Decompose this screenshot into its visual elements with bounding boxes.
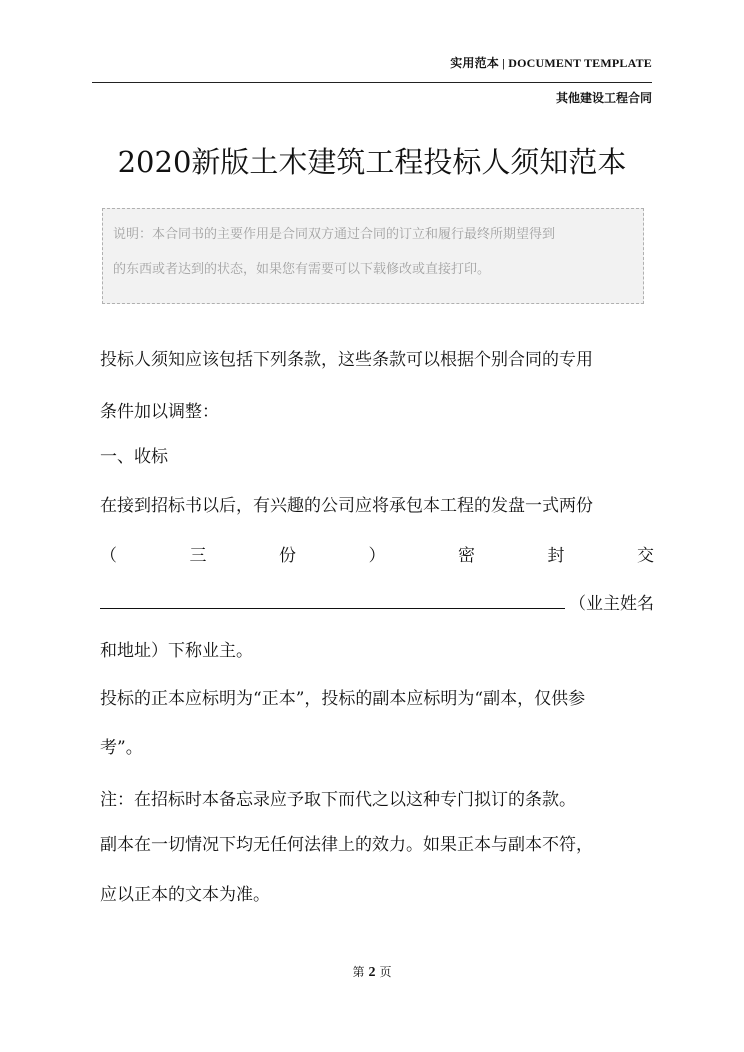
- spread-char: 密: [458, 546, 475, 566]
- fill-in-blank: [100, 588, 565, 609]
- header-divider: [92, 82, 652, 83]
- paragraph-1-line-1: 投标人须知应该包括下列条款，这些条款可以根据个别合同的专用: [100, 350, 593, 370]
- page-suffix: 页: [379, 965, 392, 979]
- page-number: [0, 963, 744, 981]
- owner-name-label: （业主姓名: [569, 594, 654, 614]
- header-category: 其他建设工程合同: [555, 91, 652, 105]
- spread-char: 封: [547, 546, 565, 566]
- paragraph-3-line-1: 投标的正本应标明为“正本”，投标的副本应标明为“副本，仅供参: [100, 689, 586, 709]
- document-title: 2020新版土木建筑工程投标人须知范本: [117, 145, 627, 179]
- spread-char: 交: [637, 546, 654, 566]
- header-template-label: 实用范本 | DOCUMENT TEMPLATE: [450, 56, 652, 70]
- spread-char: ）: [368, 546, 386, 566]
- paragraph-5-line-1: 副本在一切情况下均无任何法律上的效力。如果正本与副本不符，: [100, 835, 593, 855]
- note-line-2: 的东西或者达到的状态，如果您有需要可以下载修改或直接打印。: [113, 262, 491, 277]
- note-box: [102, 208, 644, 304]
- page-number-value: 2: [368, 965, 376, 980]
- paragraph-1-line-2: 条件加以调整：: [100, 402, 219, 422]
- paragraph-2-line-4: 和地址）下称业主。: [100, 641, 253, 661]
- paragraph-2-spread-line: [100, 541, 654, 566]
- spread-char: 三: [189, 546, 207, 566]
- page-prefix: 第: [352, 965, 365, 979]
- note-line-1: 说明：本合同书的主要作用是合同双方通过合同的订立和履行最终所期望得到: [113, 227, 556, 242]
- paragraph-3-line-2: 考”。: [100, 738, 143, 758]
- paragraph-5-line-2: 应以正本的文本为准。: [100, 885, 270, 905]
- spread-char: （: [100, 546, 117, 566]
- paragraph-2-line-1: 在接到招标书以后，有兴趣的公司应将承包本工程的发盘一式两份: [100, 496, 593, 516]
- owner-name-blank-line: [100, 588, 654, 614]
- paragraph-4-note: 注：在招标时本备忘录应予取下而代之以这种专门拟订的条款。: [100, 790, 576, 810]
- spread-char: 份: [279, 546, 296, 566]
- section-heading-receipt: 一、收标: [100, 447, 168, 467]
